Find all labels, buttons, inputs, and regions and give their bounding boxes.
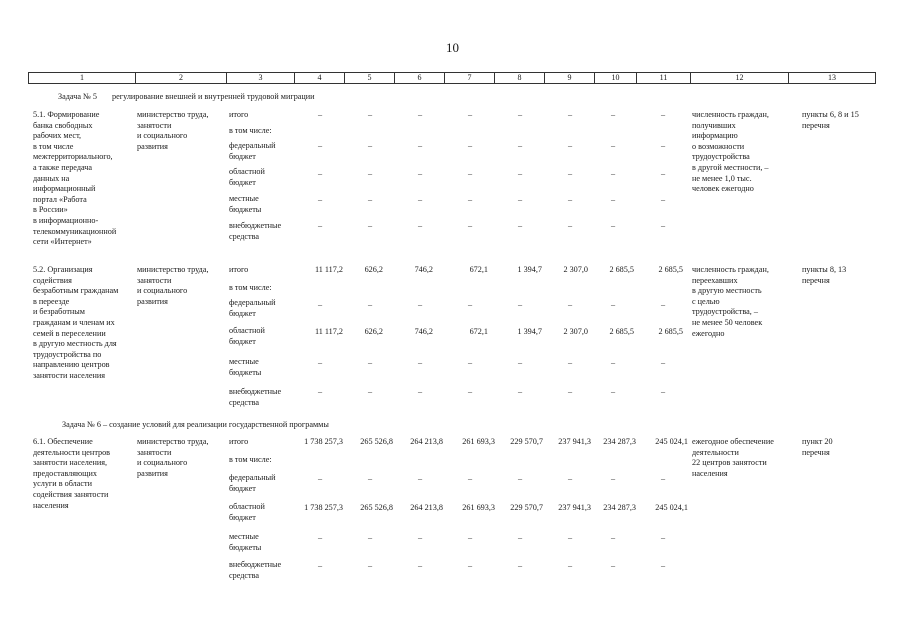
value-cell: –	[317, 221, 323, 230]
value-cell: 1 394,7	[517, 265, 542, 274]
value-cell: –	[660, 387, 666, 396]
value-cell: –	[467, 221, 473, 230]
column-header: 13	[828, 73, 836, 82]
value-cell: –	[567, 221, 573, 230]
target-indicator: численность граждан, получивших информацию о возможности трудоустройства в другой местности, – не менее 1,0 тыс. человек ежегодно	[692, 110, 769, 194]
value-cell: –	[517, 300, 523, 309]
target-indicator: численность граждан, переехавших в другую местность с целью трудоустройства, – не менее 50 человек ежегодно	[692, 265, 769, 338]
value-cell: –	[367, 221, 373, 230]
column-header: 9	[545, 73, 595, 83]
value-cell: –	[417, 533, 423, 542]
measure-name: 5.1. Формирование банка свободных рабочих мест, в том числе межтерриториального, а также передача данных на информационный портал «Работа в России» в информационно- телекоммуникационной сети «Интернет»	[33, 110, 117, 247]
source-federal: федеральный бюджет	[229, 298, 276, 318]
value-cell: 264 213,8	[410, 503, 443, 512]
value-cell: –	[417, 110, 423, 119]
value-cell: –	[367, 533, 373, 542]
value-cell: –	[567, 300, 573, 309]
value-cell: –	[317, 169, 323, 178]
column-header: 2	[136, 73, 227, 83]
source-extrabudget: внебюджетные средства	[229, 387, 282, 407]
value-cell: –	[367, 300, 373, 309]
value-cell: –	[467, 387, 473, 396]
value-cell: –	[467, 195, 473, 204]
value-cell: –	[317, 300, 323, 309]
column-header: 7	[445, 73, 495, 83]
value-cell: 237 941,3	[558, 437, 591, 446]
value-cell: 264 213,8	[410, 437, 443, 446]
value-cell: –	[517, 474, 523, 483]
value-cell: –	[467, 533, 473, 542]
measure-name: 5.2. Организация содействия безработным гражданам в переезде и безработным гражданам и членам их семей в переселении в другую местность для трудоустройства по направлению центров занятости населения	[33, 265, 119, 380]
column-header-row	[28, 72, 876, 84]
value-cell: –	[567, 195, 573, 204]
value-cell: –	[467, 141, 473, 150]
value-cell: 2 307,0	[563, 265, 588, 274]
value-cell: –	[367, 387, 373, 396]
value-cell: 261 693,3	[462, 503, 495, 512]
value-cell: –	[367, 474, 373, 483]
value-cell: –	[567, 169, 573, 178]
value-cell: –	[317, 533, 323, 542]
value-cell: –	[610, 533, 616, 542]
value-cell: 245 024,1	[655, 437, 688, 446]
column-header: 3	[227, 73, 295, 83]
reference: пункты 6, 8 и 15 перечня	[802, 110, 859, 130]
value-cell: –	[660, 474, 666, 483]
value-cell: 746,2	[414, 327, 433, 336]
value-cell: 626,2	[364, 265, 383, 274]
value-cell: –	[317, 387, 323, 396]
value-cell: –	[610, 169, 616, 178]
value-cell: –	[660, 358, 666, 367]
value-cell: –	[660, 533, 666, 542]
value-cell: 2 685,5	[658, 265, 683, 274]
value-cell: –	[367, 110, 373, 119]
value-cell: 1 738 257,3	[304, 437, 343, 446]
value-cell: 245 024,1	[655, 503, 688, 512]
value-cell: –	[417, 387, 423, 396]
value-cell: –	[517, 561, 523, 570]
source-extrabudget: внебюджетные средства	[229, 221, 282, 241]
source-regional: областной бюджет	[229, 326, 265, 346]
column-header: 4	[295, 73, 345, 83]
source-including: в том числе:	[229, 455, 272, 464]
value-cell: –	[467, 561, 473, 570]
executor: министерство труда, занятости и социального развития	[137, 437, 209, 478]
task-6-heading: Задача № 6 – создание условий для реализации государственной программы	[62, 420, 329, 429]
column-header: 8	[495, 73, 545, 83]
value-cell: –	[610, 358, 616, 367]
value-cell: –	[610, 474, 616, 483]
source-including: в том числе:	[229, 283, 272, 292]
value-cell: 234 287,3	[603, 437, 636, 446]
value-cell: –	[567, 358, 573, 367]
value-cell: 1 394,7	[517, 327, 542, 336]
value-cell: –	[317, 195, 323, 204]
column-header: 10	[595, 73, 637, 83]
value-cell: –	[660, 110, 666, 119]
value-cell: –	[317, 141, 323, 150]
value-cell: –	[417, 195, 423, 204]
value-cell: 237 941,3	[558, 503, 591, 512]
column-header: 1	[29, 73, 136, 83]
source-local: местные бюджеты	[229, 194, 262, 214]
value-cell: 626,2	[364, 327, 383, 336]
value-cell: 2 685,5	[658, 327, 683, 336]
source-regional: областной бюджет	[229, 167, 265, 187]
value-cell: –	[517, 533, 523, 542]
source-local: местные бюджеты	[229, 532, 262, 552]
value-cell: –	[660, 561, 666, 570]
value-cell: –	[517, 141, 523, 150]
value-cell: –	[660, 195, 666, 204]
reference: пункты 8, 13 перечня	[802, 265, 847, 285]
value-cell: –	[417, 474, 423, 483]
value-cell: –	[367, 195, 373, 204]
value-cell: –	[367, 561, 373, 570]
value-cell: –	[317, 474, 323, 483]
value-cell: –	[417, 169, 423, 178]
value-cell: –	[467, 300, 473, 309]
value-cell: –	[610, 110, 616, 119]
value-cell: –	[610, 195, 616, 204]
measure-name: 6.1. Обеспечение деятельности центров занятости населения, предоставляющих услуги в области содействия занятости населения	[33, 437, 111, 510]
value-cell: –	[367, 358, 373, 367]
value-cell: –	[417, 300, 423, 309]
column-header: 12	[691, 73, 789, 83]
column-header: 5	[345, 73, 395, 83]
value-cell: –	[660, 141, 666, 150]
source-total: итого	[229, 265, 249, 274]
source-including: в том числе:	[229, 126, 272, 135]
value-cell: –	[567, 141, 573, 150]
value-cell: 2 685,5	[609, 265, 634, 274]
value-cell: –	[317, 358, 323, 367]
value-cell: –	[610, 387, 616, 396]
task-5-text: регулирование внешней и внутренней трудовой миграции	[112, 92, 315, 101]
value-cell: –	[567, 387, 573, 396]
value-cell: –	[660, 300, 666, 309]
value-cell: 1 738 257,3	[304, 503, 343, 512]
value-cell: 261 693,3	[462, 437, 495, 446]
value-cell: 265 526,8	[360, 503, 393, 512]
value-cell: –	[567, 474, 573, 483]
value-cell: –	[367, 169, 373, 178]
source-total: итого	[229, 110, 249, 119]
value-cell: –	[660, 221, 666, 230]
value-cell: –	[517, 221, 523, 230]
source-federal: федеральный бюджет	[229, 473, 276, 493]
value-cell: –	[467, 358, 473, 367]
value-cell: –	[417, 358, 423, 367]
value-cell: 229 570,7	[510, 437, 543, 446]
source-regional: областной бюджет	[229, 502, 265, 522]
source-federal: федеральный бюджет	[229, 141, 276, 161]
value-cell: –	[367, 141, 373, 150]
column-header: 11	[637, 73, 691, 83]
value-cell: –	[517, 358, 523, 367]
target-indicator: ежегодное обеспечение деятельности 22 центров занятости населения	[692, 437, 774, 478]
value-cell: –	[610, 221, 616, 230]
value-cell: –	[567, 533, 573, 542]
value-cell: –	[567, 110, 573, 119]
value-cell: 746,2	[414, 265, 433, 274]
source-total: итого	[229, 437, 249, 446]
column-header: 6	[395, 73, 445, 83]
value-cell: –	[567, 561, 573, 570]
value-cell: –	[467, 474, 473, 483]
value-cell: –	[417, 141, 423, 150]
value-cell: –	[610, 561, 616, 570]
value-cell: –	[467, 110, 473, 119]
value-cell: –	[610, 141, 616, 150]
page-number: 10	[446, 40, 459, 55]
value-cell: –	[317, 110, 323, 119]
value-cell: 2 685,5	[609, 327, 634, 336]
value-cell: –	[517, 195, 523, 204]
value-cell: –	[660, 169, 666, 178]
value-cell: 265 526,8	[360, 437, 393, 446]
reference: пункт 20 перечня	[802, 437, 833, 457]
executor: министерство труда, занятости и социального развития	[137, 110, 209, 151]
value-cell: –	[417, 221, 423, 230]
value-cell: 11 117,2	[314, 265, 343, 274]
value-cell: –	[517, 169, 523, 178]
value-cell: 11 117,2	[314, 327, 343, 336]
value-cell: 234 287,3	[603, 503, 636, 512]
task-5-label: Задача № 5	[58, 92, 97, 101]
value-cell: –	[467, 169, 473, 178]
value-cell: 672,1	[469, 265, 488, 274]
value-cell: –	[317, 561, 323, 570]
value-cell: –	[417, 561, 423, 570]
value-cell: 2 307,0	[563, 327, 588, 336]
value-cell: –	[610, 300, 616, 309]
value-cell: –	[517, 110, 523, 119]
value-cell: –	[517, 387, 523, 396]
value-cell: 672,1	[469, 327, 488, 336]
executor: министерство труда, занятости и социального развития	[137, 265, 209, 306]
source-extrabudget: внебюджетные средства	[229, 560, 282, 580]
value-cell: 229 570,7	[510, 503, 543, 512]
source-local: местные бюджеты	[229, 357, 262, 377]
